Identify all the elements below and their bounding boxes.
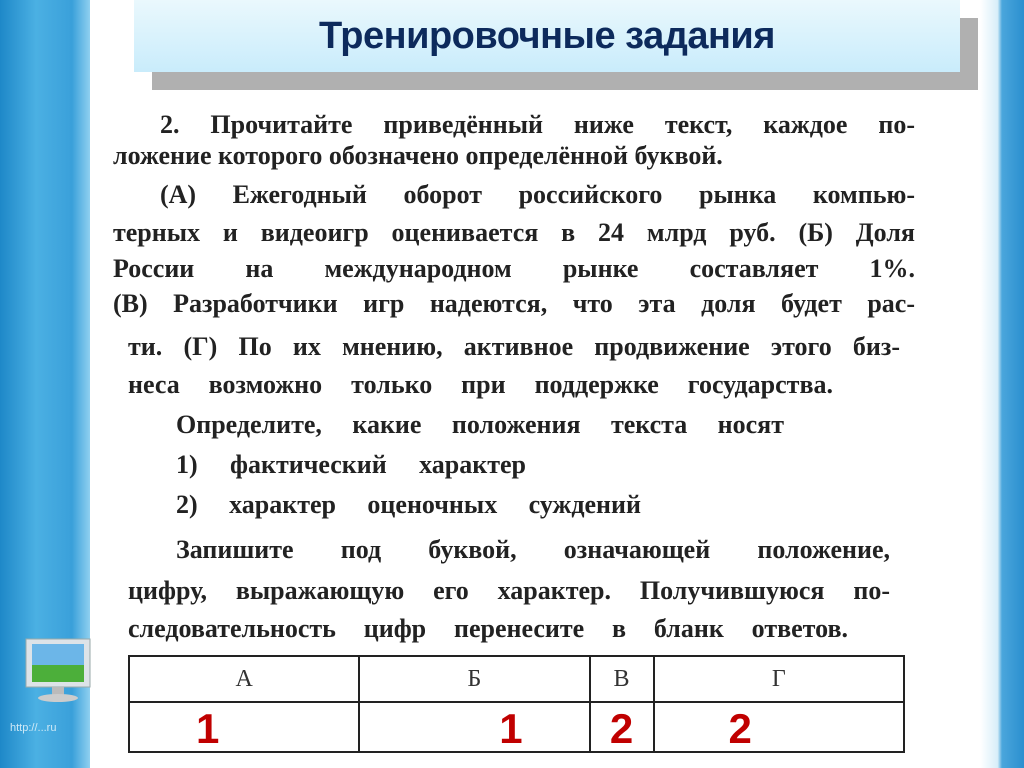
answer-cell: 1 — [129, 702, 359, 752]
answer-cell: 2 — [654, 702, 904, 752]
text-line: (А) Ежегодный оборот российского рынка компью- — [160, 180, 915, 209]
answer-cell: 1 — [359, 702, 589, 752]
text-line: ложение которого обозначено определённой буквой. — [113, 141, 723, 170]
text-line: 1) фактический характер — [176, 450, 526, 479]
text-line: Запишите под буквой, означающей положение, — [176, 535, 890, 564]
answer-cell: 2 — [590, 702, 654, 752]
slide-title: Тренировочные задания — [319, 14, 775, 57]
table-header-cell: В — [590, 656, 654, 702]
text-line: России на международном рынке составляет 1%. — [113, 254, 915, 283]
text-line: Определите, какие положения текста носят — [176, 410, 784, 439]
table-header-cell: Г — [654, 656, 904, 702]
text-line: (В) Разработчики игр надеются, что эта доля будет рас- — [113, 289, 915, 318]
title-banner — [134, 0, 960, 72]
text-line: ти. (Г) По их мнению, активное продвижение этого биз- — [128, 332, 900, 361]
text-line: неса возможно только при поддержке государства. — [128, 370, 833, 399]
text-line: цифру, выражающую его характер. Получившуюся по- — [128, 576, 890, 605]
table-header-cell: Б — [359, 656, 589, 702]
text-line: терных и видеоигр оценивается в 24 млрд руб. (Б) Доля — [113, 218, 915, 247]
table-header-cell: А — [129, 656, 359, 702]
answer-table — [128, 655, 905, 753]
text-line: 2. Прочитайте приведённый ниже текст, каждое по- — [160, 110, 915, 139]
computer-monitor-icon — [18, 635, 98, 705]
right-decor-strip — [980, 0, 1024, 768]
watermark: http://...ru — [10, 722, 57, 734]
text-line: следовательность цифр перенесите в бланк ответов. — [128, 614, 848, 643]
text-line: 2) характер оценочных суждений — [176, 490, 641, 519]
